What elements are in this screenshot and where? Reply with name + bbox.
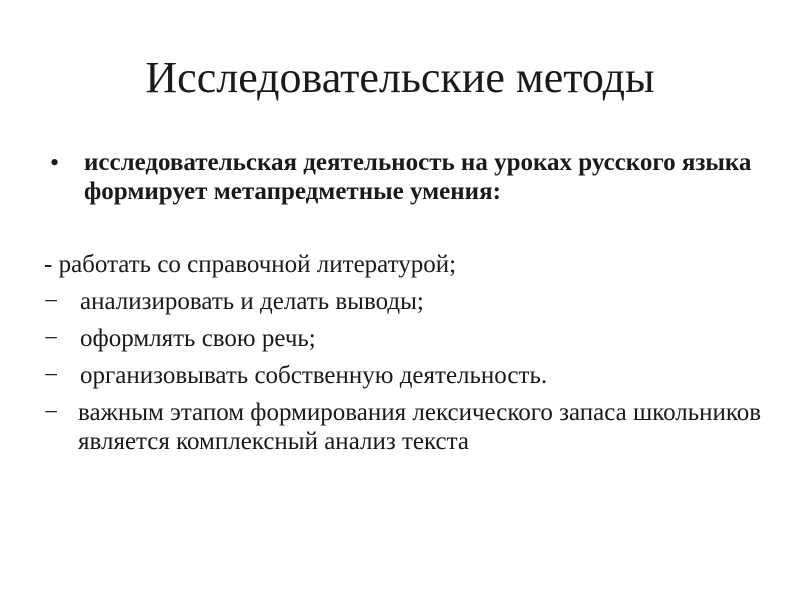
list-item bbox=[44, 287, 764, 316]
list-item bbox=[44, 361, 764, 390]
bullet-dot-icon: • bbox=[50, 148, 60, 177]
dash-marker: − bbox=[44, 288, 71, 315]
list-item-text: важным этапом формирования лексического запаса школьников является комплексный анализ текста bbox=[78, 399, 762, 455]
dash-marker: − bbox=[44, 399, 65, 426]
main-bullet bbox=[44, 148, 764, 206]
list-item-text: анализировать и делать выводы; bbox=[80, 288, 424, 315]
main-bullet-text: исследовательская деятельность на уроках русского языка формирует метапредметные умения: bbox=[84, 149, 752, 205]
list-item bbox=[44, 324, 764, 353]
list-item bbox=[44, 398, 764, 456]
dash-marker: - bbox=[44, 251, 59, 278]
list-item-text: работать со справочной литературой; bbox=[58, 251, 457, 278]
list-item bbox=[44, 250, 764, 279]
skills-list bbox=[44, 250, 764, 456]
dash-marker: − bbox=[44, 362, 71, 389]
list-item-text: организовывать собственную деятельность. bbox=[80, 362, 548, 389]
slide-title: Исследовательские методы bbox=[145, 53, 655, 102]
dash-marker: − bbox=[44, 325, 71, 352]
list-item-text: оформлять свою речь; bbox=[80, 325, 316, 352]
